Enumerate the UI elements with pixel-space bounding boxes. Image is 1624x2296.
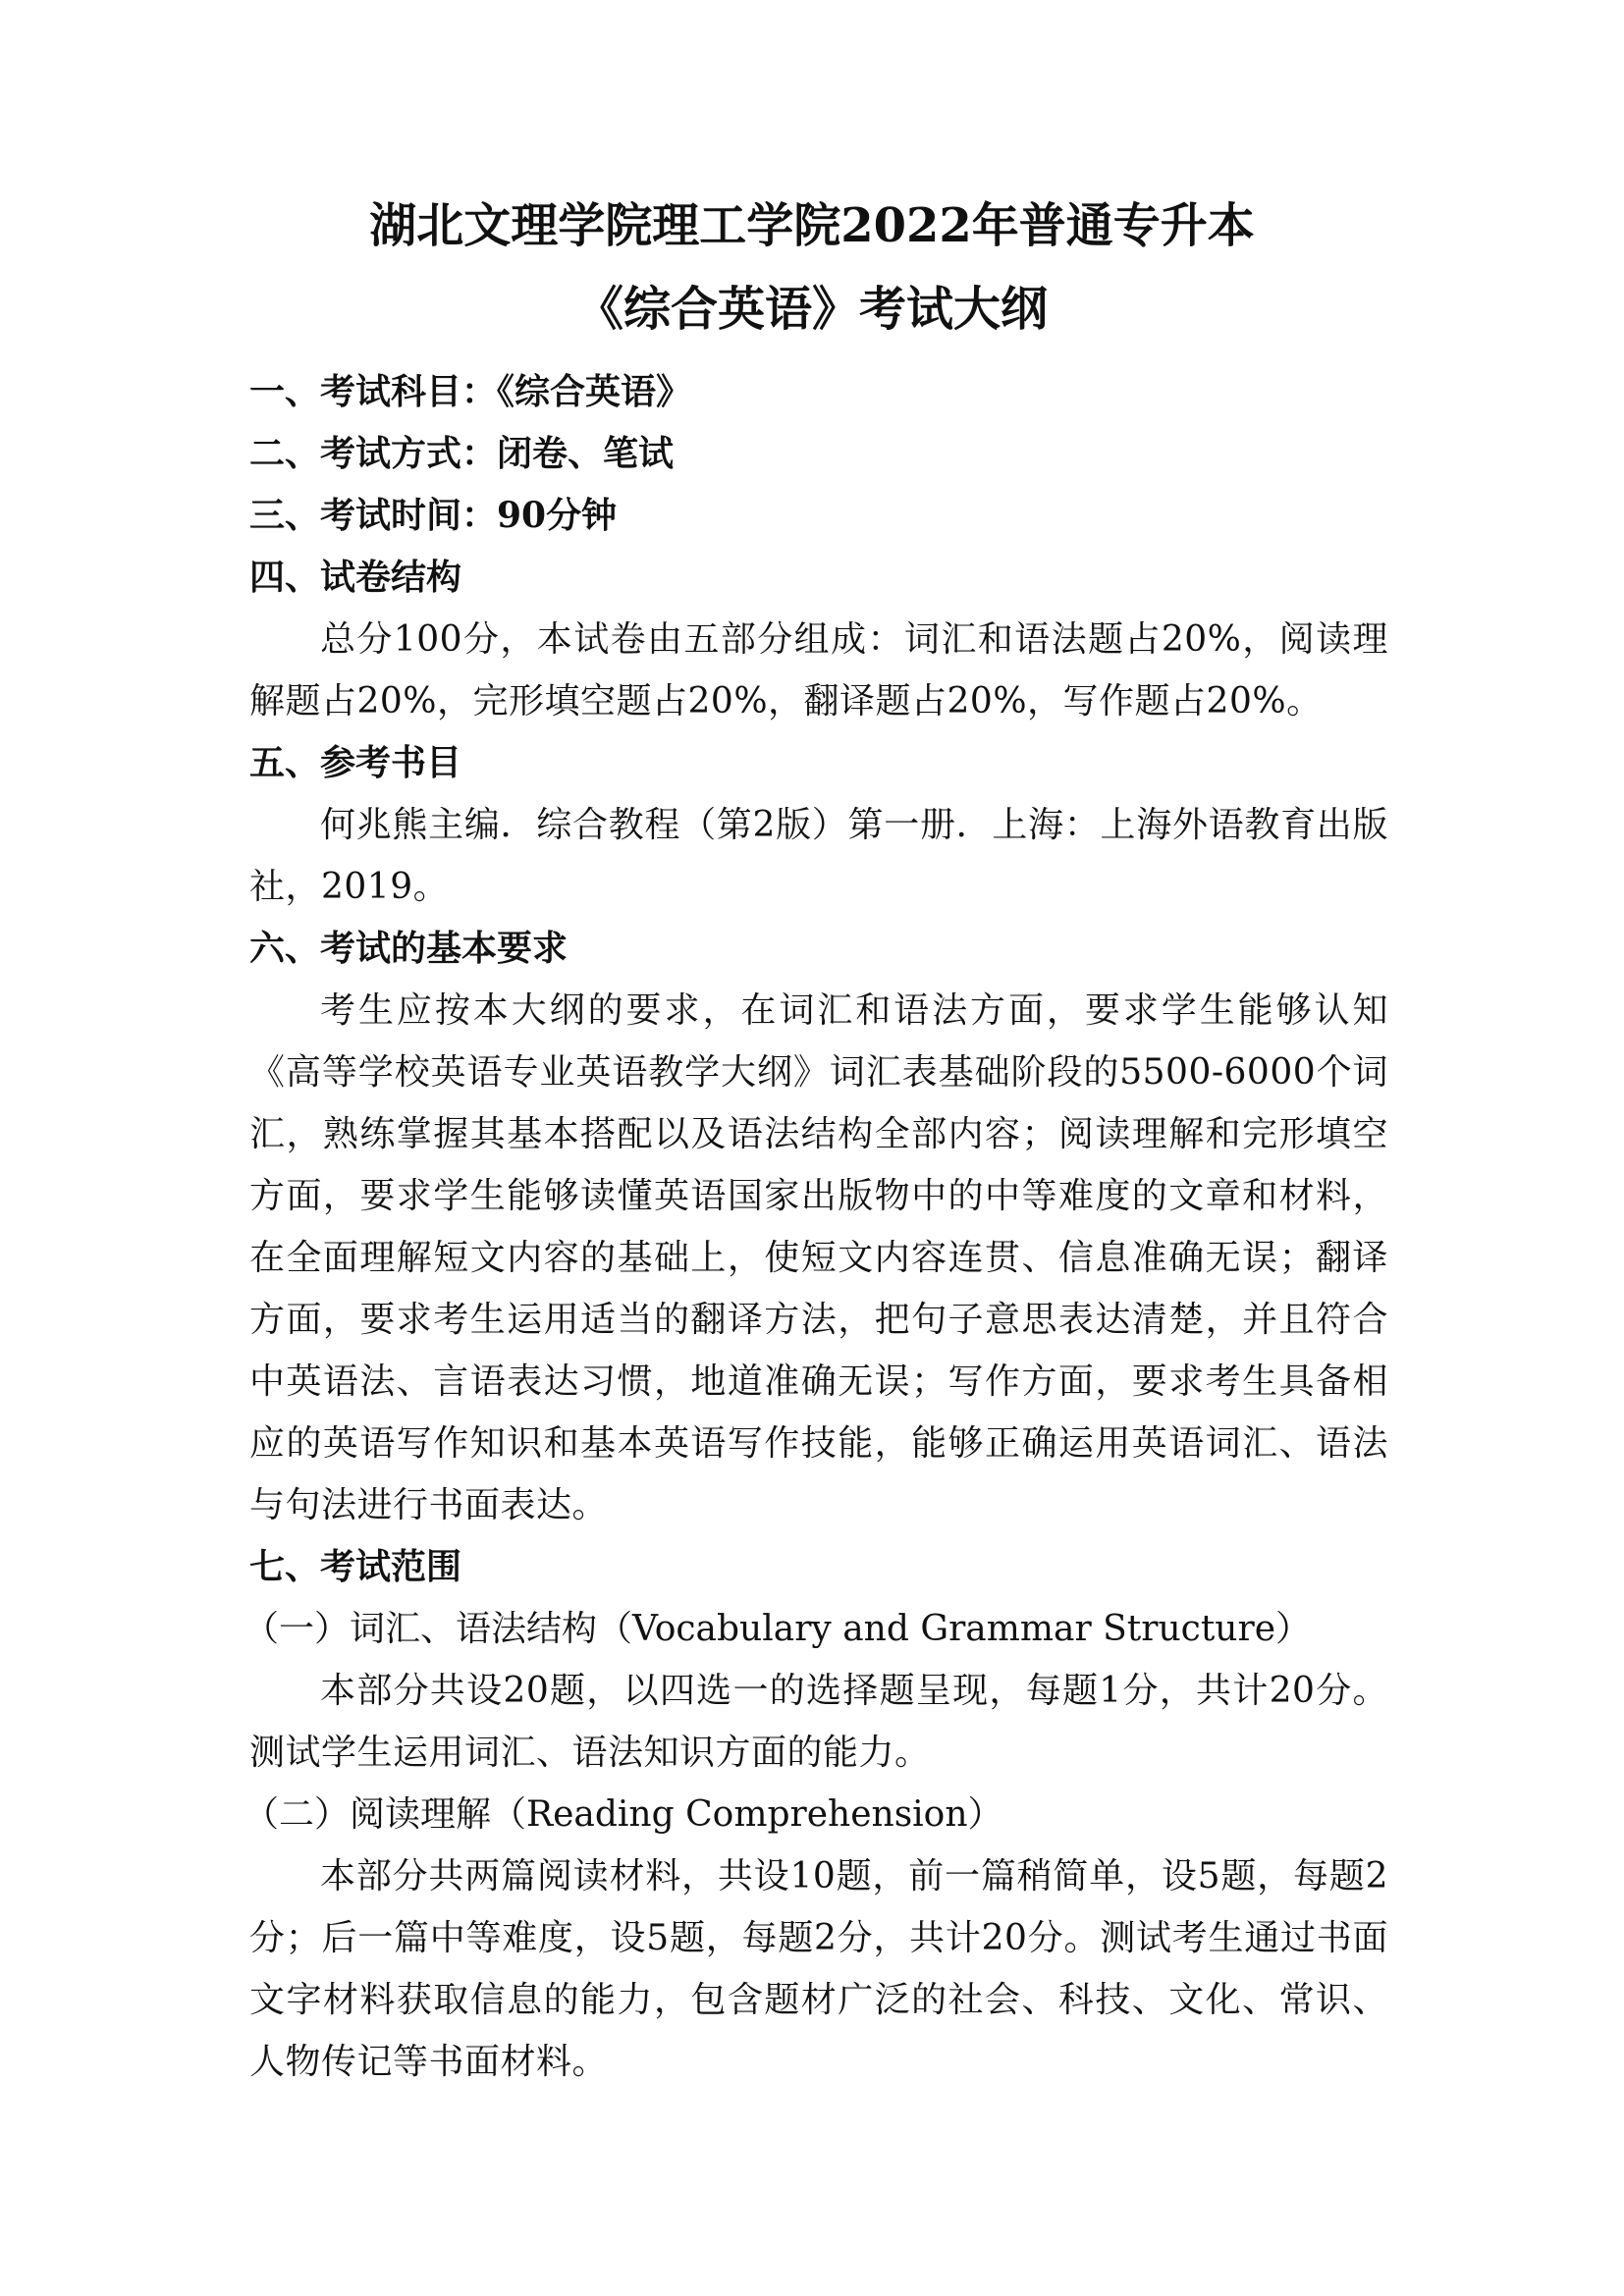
section-heading-exam-duration: 三、考试时间：90分钟 — [249, 495, 618, 536]
paper-structure-paragraph: 总分100分，本试卷由五部分组成：词汇和语法题占20%，阅读理解题占20%，完形填空题占20%，翻译题占20%，写作题占20%。 — [249, 619, 1388, 721]
subsection-heading-vocabulary-grammar: （一）词汇、语法结构（Vocabulary and Grammar Structure） — [244, 1609, 1311, 1649]
vocabulary-grammar-paragraph: 本部分共设20题，以四选一的选择题呈现，每题1分，共计20分。测试学生运用词汇、语法知识方面的能力。 — [249, 1671, 1388, 1773]
section-heading-paper-structure: 四、试卷结构 — [249, 557, 462, 598]
reference-books-paragraph: 何兆熊主编．综合教程（第2版）第一册．上海：上海外语教育出版社，2019。 — [249, 805, 1388, 907]
section-heading-basic-requirements: 六、考试的基本要求 — [249, 928, 568, 969]
section-heading-exam-subject: 一、考试科目：《综合英语》 — [249, 371, 692, 412]
document-title-line1: 湖北文理学院理工学院2022年普通专升本 — [369, 198, 1255, 253]
document-body — [244, 361, 1388, 2093]
reading-comprehension-paragraph: 本部分共两篇阅读材料，共设10题，前一篇稍简单，设5题，每题2分；后一篇中等难度，设5题，每题2分，共计20分。测试考生通过书面文字材料获取信息的能力，包含题材广泛的社会、科技、文化、常识、人物传记等书面材料。 — [249, 1856, 1388, 2082]
section-heading-reference-books: 五、参考书目 — [249, 742, 462, 783]
subsection-heading-reading-comprehension: （二）阅读理解（Reading Comprehension） — [244, 1794, 1003, 1835]
section-heading-exam-scope: 七、考试范围 — [249, 1546, 462, 1587]
document-title-line2: 《综合英语》考试大纲 — [575, 282, 1048, 337]
basic-requirements-paragraph: 考生应按本大纲的要求，在词汇和语法方面，要求学生能够认知《高等学校英语专业英语教学大纲》词汇表基础阶段的5500-6000个词汇，熟练掌握其基本搭配以及语法结构全部内容；阅读理解和完形填空方面，要求学生能够读懂英语国家出版物中的中等难度的文章和材料，在全面理解短文内容的基础上，使短文内容连贯、信息准确无误；翻译方面，要求考生运用适当的翻译方法，把句子意思表达清楚，并且符合中英语法、言语表达习惯，地道准确无误；写作方面，要求考生具备相应的英语写作知识和基本英语写作技能，能够正确运用英语词汇、语法与句法进行书面表达。 — [249, 990, 1388, 1525]
section-heading-exam-format: 二、考试方式：闭卷、笔试 — [249, 433, 675, 474]
